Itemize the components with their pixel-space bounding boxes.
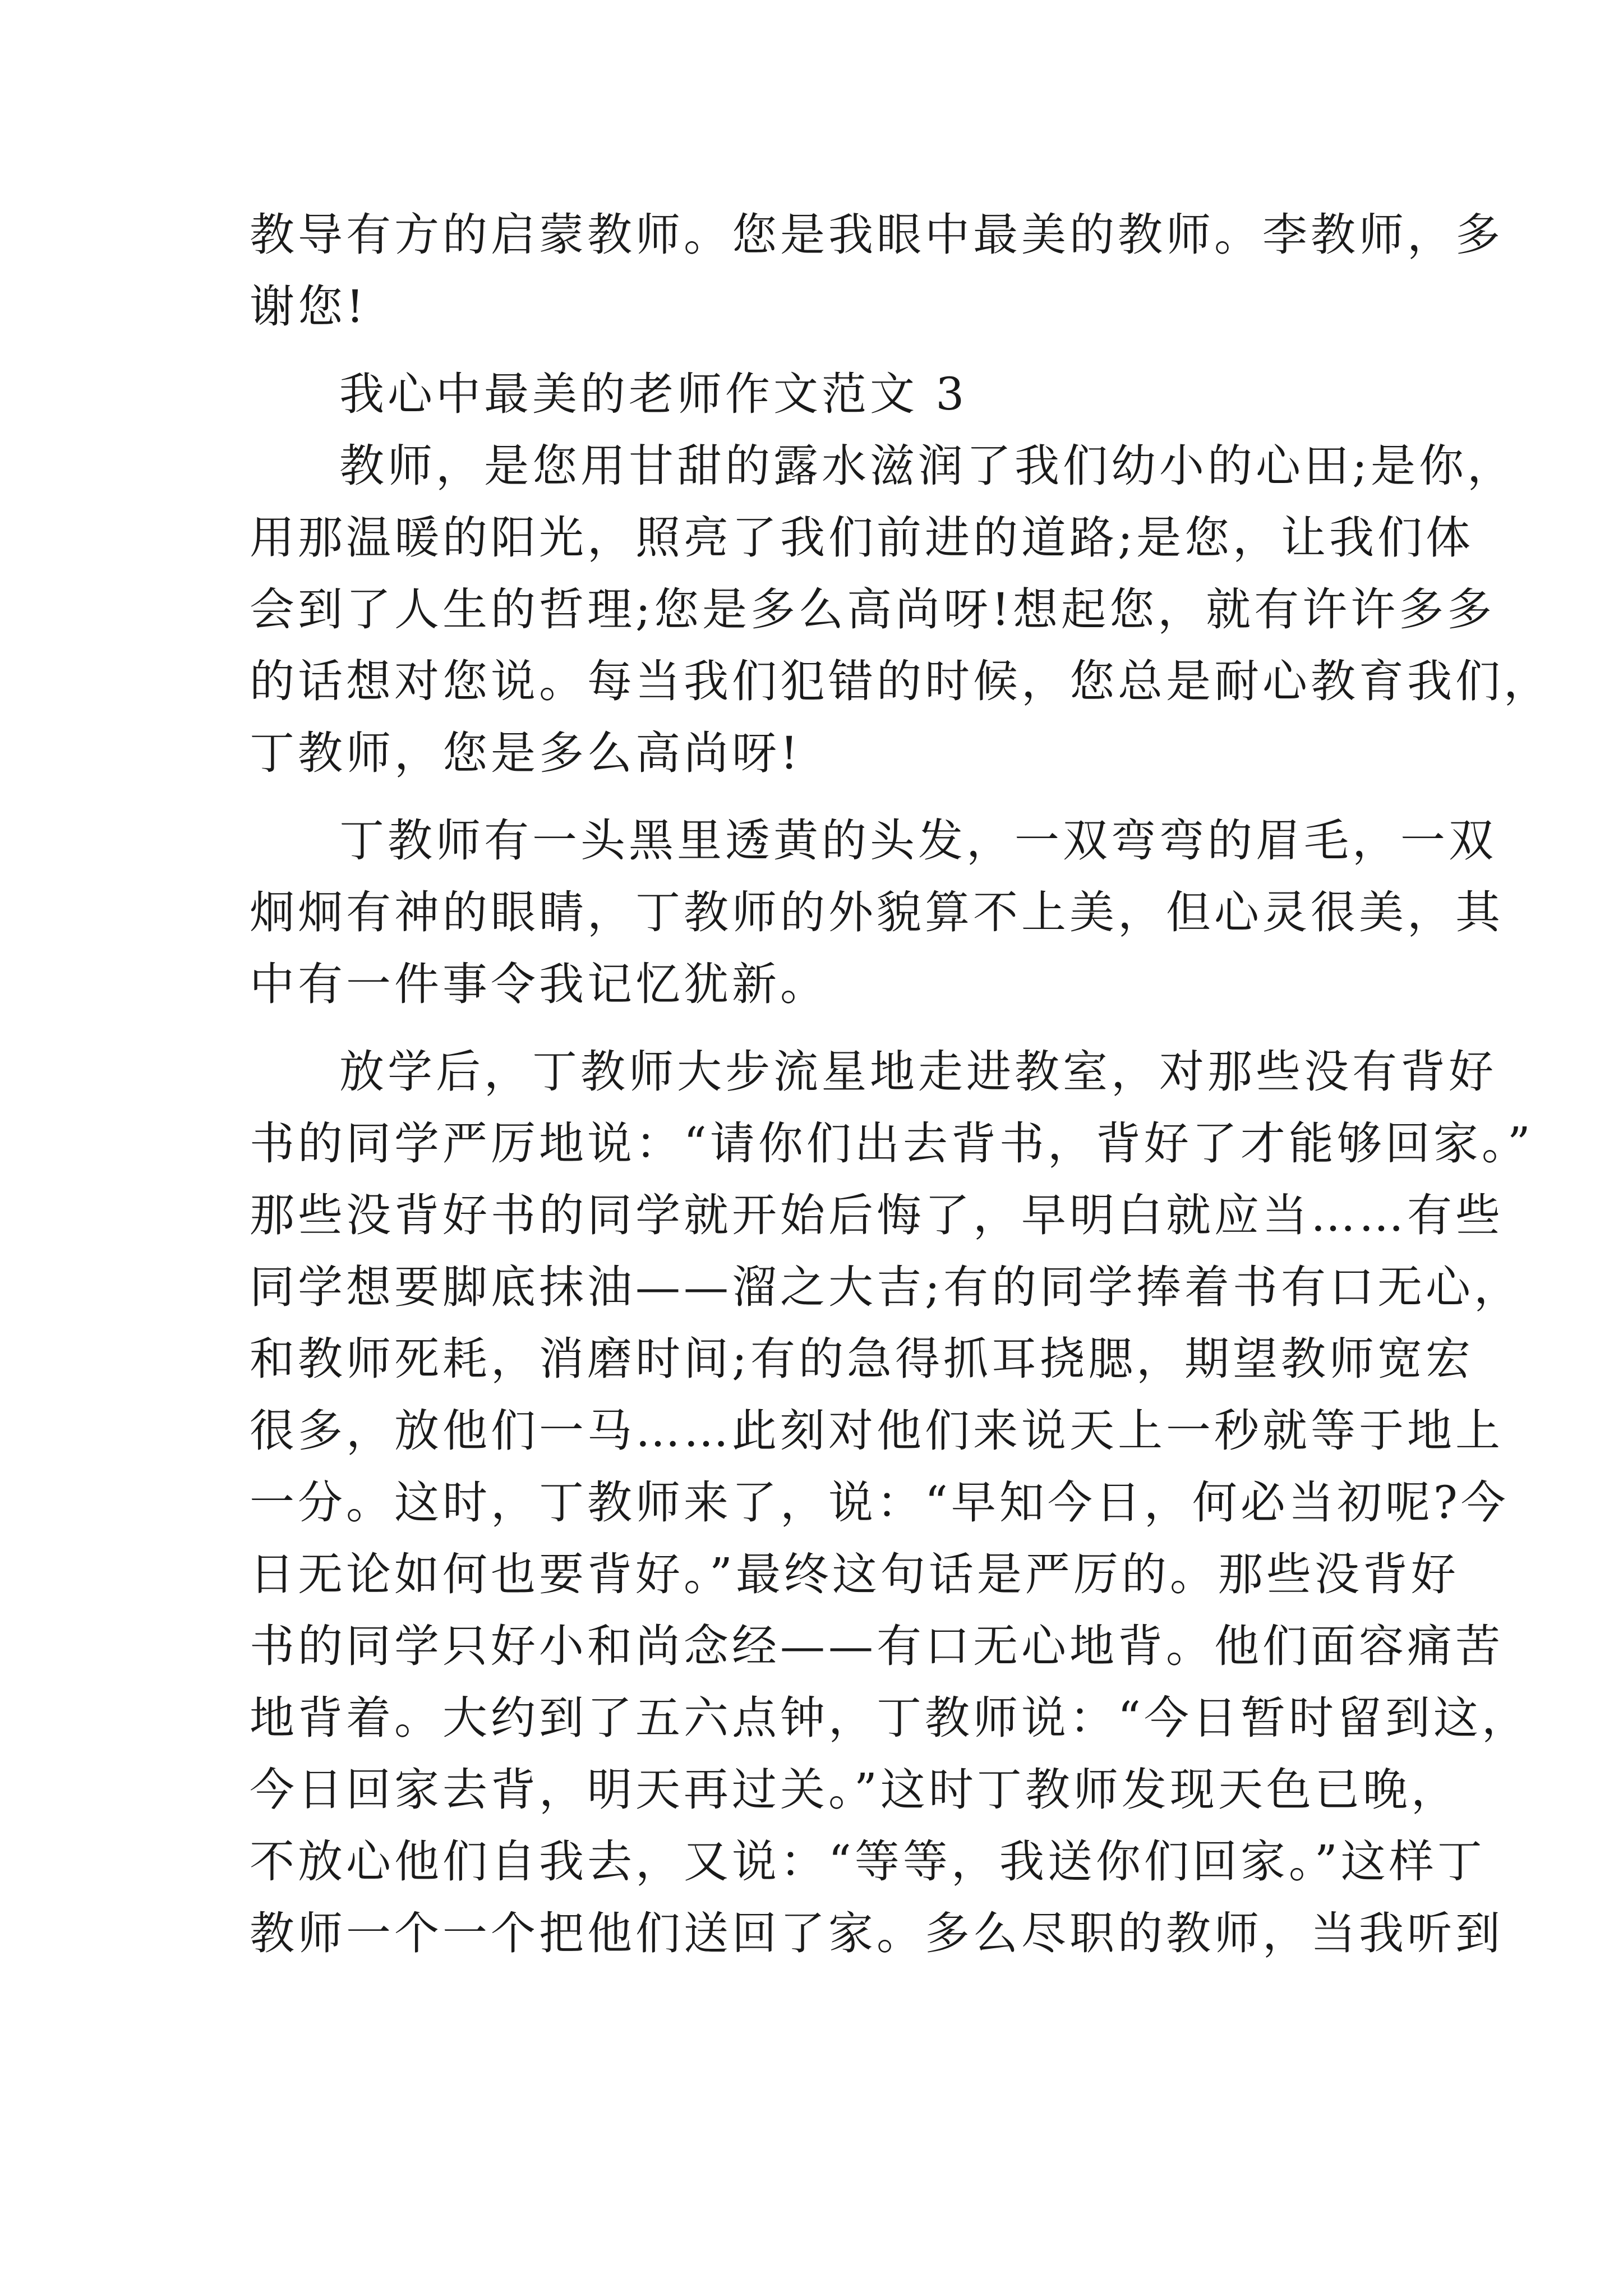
text-line: 一分。这时，丁教师来了，说：“早知今日，何必当初呢?今 xyxy=(250,1476,1509,1529)
text-line: 教导有方的启蒙教师。您是我眼中最美的教师。李教师，多 xyxy=(250,209,1504,261)
text-line: 和教师死耗，消磨时间;有的急得抓耳挠腮，期望教师宽宏 xyxy=(250,1333,1474,1385)
text-line: 那些没背好书的同学就开始后悔了，早明白就应当……有些 xyxy=(250,1189,1504,1241)
text-line: 中有一件事令我记忆犹新。 xyxy=(250,958,828,1010)
text-line: 用那温暖的阳光，照亮了我们前进的道路;是您，让我们体 xyxy=(250,512,1474,564)
text-line: 丁教师，您是多么高尚呀! xyxy=(250,727,802,779)
paragraph-3 xyxy=(250,1036,1534,1970)
paragraph-2 xyxy=(250,805,1504,1020)
text-line: 教师一个一个把他们送回了家。多么尽职的教师，当我听到 xyxy=(250,1907,1504,1959)
text-line: 不放心他们自我去，又说：“等等，我送你们回家。”这样丁 xyxy=(250,1835,1486,1888)
section-title: 我心中最美的老师作文范文 3 xyxy=(339,368,968,420)
document-body xyxy=(250,199,1552,1970)
text-line: 会到了人生的哲理;您是多么高尚呀!想起您，就有许许多多 xyxy=(250,583,1496,636)
section-title-block xyxy=(250,358,1377,430)
paragraph-1 xyxy=(250,430,1552,789)
text-line: 书的同学严厉地说：“请你们出去背书，背好了才能够回家。” xyxy=(250,1117,1534,1170)
text-line: 书的同学只好小和尚念经——有口无心地背。他们面容痛苦 xyxy=(250,1620,1504,1672)
text-line: 很多，放他们一马……此刻对他们来说天上一秒就等于地上 xyxy=(250,1405,1504,1457)
text-line: 同学想要脚底抹油——溜之大吉;有的同学捧着书有口无心， xyxy=(250,1261,1522,1313)
text-line: 今日回家去背，明天再过关。”这时丁教师发现天色已晚， xyxy=(250,1764,1459,1816)
text-line: 丁教师有一头黑里透黄的头发，一双弯弯的眉毛，一双 xyxy=(339,815,1497,867)
text-line: 炯炯有神的眼睛，丁教师的外貌算不上美，但心灵很美，其 xyxy=(250,886,1504,938)
text-line: 地背着。大约到了五六点钟，丁教师说：“今日暂时留到这， xyxy=(250,1692,1530,1744)
intro-paragraph xyxy=(250,199,1504,343)
text-line: 的话想对您说。每当我们犯错的时候，您总是耐心教育我们， xyxy=(250,655,1552,707)
text-line: 谢您! xyxy=(250,280,368,333)
text-line: 教师，是您用甘甜的露水滋润了我们幼小的心田;是你， xyxy=(339,440,1515,492)
text-line: 放学后，丁教师大步流星地走进教室，对那些没有背好 xyxy=(339,1046,1497,1098)
text-line: 日无论如何也要背好。”最终这句话是严厉的。那些没背好 xyxy=(250,1548,1459,1600)
